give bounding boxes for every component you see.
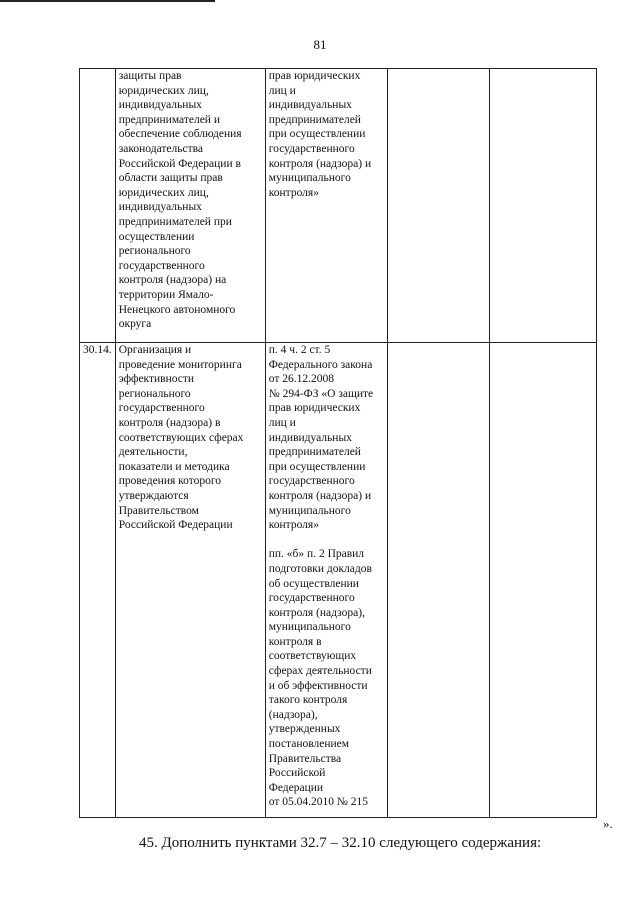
activity-name-line: обеспечение соблюдения <box>118 128 242 141</box>
table-row <box>80 343 597 818</box>
activity-name-line: законодательства <box>118 142 204 155</box>
legal-basis-line: контроля (надзора) и <box>268 489 372 502</box>
legal-basis-line: такого контроля <box>268 694 348 707</box>
activity-name-line: Правительством <box>118 504 199 517</box>
legal-basis-line: (надзора), <box>268 708 318 721</box>
activity-name-line: соответствующих сферах <box>118 431 244 444</box>
legal-basis-line: контроля (надзора) и <box>268 157 372 170</box>
empty-cell <box>489 343 596 818</box>
activity-name-line: контроля (надзора) в <box>118 416 221 429</box>
legal-basis-line: утвержденных <box>268 723 341 736</box>
legal-basis-line: контроля (надзора), <box>268 606 365 619</box>
legal-basis-line: от 05.04.2010 № 215 <box>268 796 368 809</box>
legal-basis-line: государственного <box>268 142 355 155</box>
page-number: 81 <box>313 37 327 52</box>
legal-basis-line: контроля в <box>268 635 322 648</box>
legal-basis-line: при осуществлении <box>268 460 366 473</box>
activity-name-line: юридических лиц, <box>118 84 209 97</box>
legal-basis-line: государственного <box>268 475 355 488</box>
activity-name-line: государственного <box>118 402 205 415</box>
legal-basis-line: от 26.12.2008 <box>268 373 334 386</box>
legal-basis-line: и об эффективности <box>268 679 368 692</box>
legal-basis-line: прав юридических <box>268 402 361 415</box>
activity-name-line: юридических лиц, <box>118 186 209 199</box>
activity-name-line: защиты прав <box>118 70 182 82</box>
activity-name-line: регионального <box>118 387 191 400</box>
legal-basis-line: лиц и <box>268 84 296 97</box>
legal-basis-line: предпринимателей <box>268 113 361 126</box>
activity-name-line: Российской Федерации в <box>118 157 241 170</box>
legal-basis-line: Федерации <box>268 781 324 794</box>
row-number-cell: 30.14. <box>80 343 116 818</box>
activity-name-line: Российской Федерации <box>118 519 233 532</box>
activity-name-cell <box>115 69 265 343</box>
empty-cell <box>387 69 489 343</box>
legal-basis-line: Российской <box>268 767 326 780</box>
legal-basis-line: контроля» <box>268 186 319 199</box>
activity-name-line: регионального <box>118 245 191 258</box>
legal-basis-line: прав юридических <box>268 70 361 82</box>
legal-basis-line: подготовки докладов <box>268 562 372 575</box>
activity-name-line: проведение мониторинга <box>118 358 242 371</box>
activity-name-line: Ненецкого автономного <box>118 303 236 316</box>
activity-name-line: государственного <box>118 259 205 272</box>
legal-basis-line: соответствующих <box>268 650 357 663</box>
legal-basis-line: при осуществлении <box>268 128 366 141</box>
legal-basis-line: государственного <box>268 592 355 605</box>
activity-name-line: предпринимателей и <box>118 113 220 126</box>
legal-basis-line: лиц и <box>268 416 296 429</box>
legal-basis-line: муниципального <box>268 172 351 185</box>
empty-cell <box>489 69 596 343</box>
activity-name-line: области защиты прав <box>118 172 223 185</box>
legal-basis-cell <box>265 343 387 818</box>
activity-name-line: Организация и <box>118 344 192 356</box>
legal-basis-line: пп. «б» п. 2 Правил <box>268 548 365 561</box>
legal-basis-cell <box>265 69 387 343</box>
activity-name-line: предпринимателей при <box>118 215 232 228</box>
closing-quote: ». <box>603 816 613 831</box>
table-row <box>80 69 597 343</box>
activity-name-line: контроля (надзора) на <box>118 274 227 287</box>
activity-name-cell <box>115 343 265 818</box>
legal-basis-line: индивидуальных <box>268 99 352 112</box>
top-rule <box>0 0 215 2</box>
legal-basis-line: п. 4 ч. 2 ст. 5 <box>268 344 331 356</box>
legal-basis-line: постановлением <box>268 738 350 751</box>
activity-name-line: округа <box>118 318 152 331</box>
legal-basis-line: Федерального закона <box>268 358 373 371</box>
legal-basis-line: № 294-ФЗ «О защите <box>268 387 374 400</box>
activity-name-line: показатели и методика <box>118 460 230 473</box>
activity-name-line: индивидуальных <box>118 201 202 214</box>
activity-name-line: эффективности <box>118 373 195 386</box>
amendment-text: 45. Дополнить пунктами 32.7 – 32.10 следующего содержания: <box>139 835 542 851</box>
legal-basis-line: муниципального <box>268 621 351 634</box>
activity-name-line: проведения которого <box>118 475 222 488</box>
activity-name-line: индивидуальных <box>118 99 202 112</box>
legal-basis-line: Правительства <box>268 752 342 765</box>
legal-basis-line: индивидуальных <box>268 431 352 444</box>
legal-basis-line: предпринимателей <box>268 446 361 459</box>
row-number-cell <box>80 69 116 343</box>
activity-name-line: территории Ямало- <box>118 288 214 301</box>
legal-basis-line: сферах деятельности <box>268 665 372 678</box>
activity-name-line: осуществлении <box>118 230 195 243</box>
empty-cell <box>387 343 489 818</box>
legal-basis-line: контроля» <box>268 519 319 532</box>
legal-basis-line: об осуществлении <box>268 577 359 590</box>
legal-basis-line: муниципального <box>268 504 351 517</box>
regulation-table <box>79 68 597 818</box>
activity-name-line: утверждаются <box>118 489 189 502</box>
activity-name-line: деятельности, <box>118 446 188 459</box>
